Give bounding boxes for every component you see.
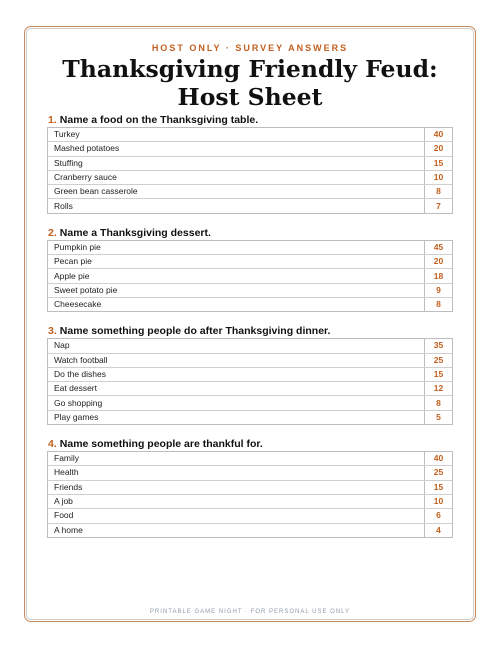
answer-points: 25 bbox=[425, 353, 453, 367]
page-title bbox=[0, 55, 500, 111]
answer-points: 8 bbox=[425, 185, 453, 199]
answer-points: 6 bbox=[425, 509, 453, 523]
answer-row bbox=[48, 283, 453, 297]
answer-points: 9 bbox=[425, 283, 453, 297]
answer-points: 20 bbox=[425, 142, 453, 156]
answers-table bbox=[47, 451, 453, 538]
answer-text: Turkey bbox=[48, 128, 425, 142]
question-section bbox=[47, 113, 453, 214]
title-line-1: Thanksgiving Friendly Feud: bbox=[62, 55, 438, 83]
answer-text: Pumpkin pie bbox=[48, 240, 425, 254]
answer-row bbox=[48, 255, 453, 269]
answer-text: Mashed potatoes bbox=[48, 142, 425, 156]
answer-text: Pecan pie bbox=[48, 255, 425, 269]
footer-note: PRINTABLE GAME NIGHT · FOR PERSONAL USE ONLY bbox=[149, 609, 351, 615]
answer-points: 5 bbox=[425, 410, 453, 424]
question-section bbox=[47, 226, 453, 312]
answer-points: 40 bbox=[425, 452, 453, 466]
answer-text: Friends bbox=[48, 480, 425, 494]
questions-list bbox=[47, 113, 453, 550]
answer-text: Watch football bbox=[48, 353, 425, 367]
answer-row bbox=[48, 240, 453, 254]
answer-text: Food bbox=[48, 509, 425, 523]
answer-row bbox=[48, 170, 453, 184]
question-number: 1. bbox=[48, 114, 57, 126]
answer-text: Apple pie bbox=[48, 269, 425, 283]
answer-row bbox=[48, 128, 453, 142]
answer-text: A home bbox=[54, 524, 83, 535]
answer-points: 10 bbox=[425, 170, 453, 184]
answer-row bbox=[48, 269, 453, 283]
answer-row bbox=[48, 156, 453, 170]
answer-row bbox=[48, 339, 453, 353]
answer-text: Play games bbox=[54, 411, 99, 422]
answer-text: Family bbox=[48, 452, 425, 466]
question-text: Name something people do after Thanksgiving dinner. bbox=[59, 325, 331, 338]
answers-table bbox=[47, 338, 453, 425]
question-heading bbox=[47, 324, 453, 338]
answer-text: Rolls bbox=[54, 200, 73, 211]
answer-row bbox=[48, 480, 453, 494]
answer-text: A job bbox=[48, 494, 425, 508]
answer-points: 8 bbox=[425, 297, 453, 311]
answer-text: Nap bbox=[48, 339, 425, 353]
answer-row bbox=[48, 353, 453, 367]
answer-row bbox=[48, 382, 453, 396]
answer-points: 4 bbox=[425, 523, 453, 537]
question-heading bbox=[47, 226, 453, 240]
answer-points: 7 bbox=[425, 199, 453, 213]
answer-row bbox=[48, 523, 453, 537]
answer-points: 8 bbox=[425, 396, 453, 410]
answer-row bbox=[48, 185, 453, 199]
answers-table bbox=[47, 127, 453, 214]
question-section bbox=[47, 324, 453, 425]
answer-text: Cheesecake bbox=[54, 299, 102, 310]
answer-row bbox=[48, 452, 453, 466]
answer-points: 12 bbox=[425, 382, 453, 396]
answer-row bbox=[48, 199, 453, 213]
question-text: Name something people are thankful for. bbox=[59, 438, 263, 451]
answers-table bbox=[47, 240, 453, 312]
answer-text: Go shopping bbox=[48, 396, 425, 410]
answer-text: Health bbox=[48, 466, 425, 480]
question-number: 3. bbox=[48, 325, 57, 338]
answer-points: 10 bbox=[425, 494, 453, 508]
answer-row bbox=[48, 367, 453, 381]
answer-text: Green bean casserole bbox=[48, 185, 425, 199]
answer-text: Eat dessert bbox=[48, 382, 425, 396]
answer-points: 40 bbox=[425, 128, 453, 142]
answer-points: 20 bbox=[425, 255, 453, 269]
answer-text: Cranberry sauce bbox=[48, 170, 425, 184]
question-number: 4. bbox=[48, 438, 57, 451]
question-text: Name a Thanksgiving dessert. bbox=[59, 226, 211, 239]
answer-points: 35 bbox=[425, 339, 453, 353]
answer-points: 15 bbox=[425, 156, 453, 170]
answer-row bbox=[48, 494, 453, 508]
answer-text: Stuffing bbox=[48, 156, 425, 170]
answer-points: 15 bbox=[425, 480, 453, 494]
question-heading bbox=[47, 113, 453, 127]
answer-row bbox=[48, 142, 453, 156]
question-heading bbox=[47, 437, 453, 451]
answer-points: 25 bbox=[425, 466, 453, 480]
answer-points: 45 bbox=[425, 240, 453, 254]
answer-points: 15 bbox=[425, 367, 453, 381]
answer-row bbox=[48, 509, 453, 523]
question-section bbox=[47, 437, 453, 538]
answer-text: Do the dishes bbox=[48, 367, 425, 381]
eyebrow-label: HOST ONLY · SURVEY ANSWERS bbox=[151, 43, 349, 53]
title-line-2: Host Sheet bbox=[177, 83, 323, 111]
answer-points: 18 bbox=[425, 269, 453, 283]
answer-row bbox=[48, 297, 453, 311]
answer-text: Sweet potato pie bbox=[48, 283, 425, 297]
answer-row bbox=[48, 396, 453, 410]
answer-row bbox=[48, 466, 453, 480]
question-number: 2. bbox=[48, 226, 57, 239]
question-text: Name a food on the Thanksgiving table. bbox=[59, 114, 259, 126]
answer-row bbox=[48, 410, 453, 424]
